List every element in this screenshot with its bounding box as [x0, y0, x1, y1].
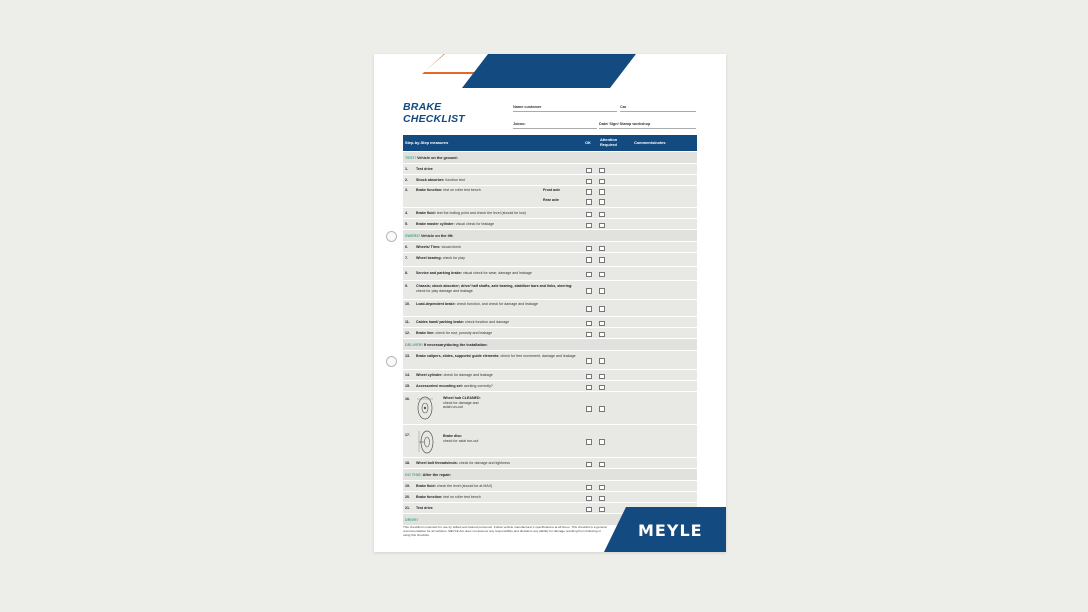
row-number: 2. — [405, 178, 408, 182]
section-code: DELIVER! — [405, 343, 423, 347]
section-code: TEST! — [405, 156, 416, 160]
ok-checkbox[interactable] — [586, 272, 592, 278]
row-text: Load-dependent brake: check function, and check for damage and leakage — [416, 302, 538, 306]
ok-checkbox[interactable] — [586, 321, 592, 327]
attention-checkbox[interactable] — [599, 246, 605, 252]
ok-checkbox[interactable] — [586, 485, 592, 491]
row-number: 3. — [405, 188, 408, 192]
table-row — [403, 280, 697, 299]
column-attention-line1: Attention — [600, 137, 618, 142]
table-row — [403, 391, 697, 424]
row-text: Brake function: test on roller test bench — [416, 188, 481, 192]
table-row — [403, 174, 697, 185]
row-text: Wheel hub CLEANED: check for damage and axial run-out — [443, 396, 481, 409]
table-row — [403, 163, 697, 174]
ok-checkbox[interactable] — [586, 212, 592, 218]
rear-axle-label: Rear axle — [543, 198, 559, 202]
row-number: 7. — [405, 256, 408, 260]
section-label: If necessary/during the installation: — [423, 343, 488, 347]
attention-checkbox[interactable] — [599, 272, 605, 278]
attention-checkbox[interactable] — [599, 257, 605, 263]
row-number: 5. — [405, 222, 408, 226]
table-row — [403, 491, 697, 502]
ok-checkbox[interactable] — [586, 496, 592, 502]
row-number: 1. — [405, 167, 408, 171]
row-text: Shock absorber: function test — [416, 178, 465, 182]
attention-checkbox[interactable] — [599, 288, 605, 294]
brake-disc-sketch-icon — [415, 428, 435, 454]
punch-hole-icon — [386, 231, 397, 242]
attention-checkbox[interactable] — [599, 179, 605, 185]
row-number: 4. — [405, 211, 408, 215]
row-text: Brake disc: check for axial run-out — [443, 434, 479, 443]
ok-checkbox[interactable] — [586, 246, 592, 252]
jobno-field[interactable] — [513, 122, 597, 129]
table-row — [403, 327, 697, 338]
ok-checkbox[interactable] — [586, 385, 592, 391]
table-row — [403, 207, 697, 218]
row-text: Wheels/ Tires: visual check — [416, 245, 461, 249]
row-text: Brake fluid: check the level (should be at MAX) — [416, 484, 493, 488]
ok-checkbox[interactable] — [586, 507, 592, 513]
section-code: DRIVE! — [405, 518, 418, 522]
table-row — [403, 457, 697, 468]
ok-checkbox[interactable] — [586, 332, 592, 338]
row-text: Brake master cylinder: visual check for leakage — [416, 222, 495, 226]
row-number: 10. — [405, 302, 410, 306]
ok-checkbox[interactable] — [586, 439, 592, 445]
attention-checkbox[interactable] — [599, 385, 605, 391]
row-number: 6. — [405, 245, 408, 249]
ok-checkbox[interactable] — [586, 179, 592, 185]
table-row — [403, 252, 697, 266]
ok-checkbox[interactable] — [586, 223, 592, 229]
row-number: 17. — [405, 433, 410, 437]
row-text: Chassis; shock absorber; drive/ half shafts, axle bearing, stabilizer bars and links, steering: check for play damage and leakage — [416, 284, 573, 293]
section-label: Vehicle on the ground: — [416, 156, 458, 160]
row-number: 9. — [405, 284, 408, 288]
ok-checkbox[interactable] — [586, 257, 592, 263]
wheel-hub-sketch-icon — [415, 395, 435, 421]
table-row — [403, 380, 697, 391]
attention-checkbox[interactable] — [599, 439, 605, 445]
row-text: Wheel cylinder: check for damage and leakage — [416, 373, 493, 377]
title-line-1: BRAKE — [403, 101, 442, 113]
attention-checkbox[interactable] — [599, 199, 605, 205]
attention-checkbox[interactable] — [599, 212, 605, 218]
row-text: Cables hand/ parking brake: check function and damage — [416, 320, 510, 324]
row-text: Accessories/ mounting set: working correctly? — [416, 384, 493, 388]
checklist-sheet — [374, 54, 726, 552]
ok-checkbox[interactable] — [586, 358, 592, 364]
column-comments: Comments/notes — [634, 140, 666, 145]
date-sign-field[interactable] — [599, 122, 696, 129]
section-code: DO THIS! — [405, 473, 422, 477]
blue-stripe-decoration — [462, 54, 636, 88]
row-text: Brake line: check for rust, porosity and leakage — [416, 331, 493, 335]
row-number: 15. — [405, 384, 410, 388]
car-label: Car — [620, 105, 627, 109]
section-header — [403, 229, 697, 241]
attention-checkbox[interactable] — [599, 496, 605, 502]
row-number: 20. — [405, 495, 410, 499]
date-sign-label: Date/ Sign/ Stamp workshop — [599, 122, 651, 126]
table-row — [403, 316, 697, 327]
table-row — [403, 218, 697, 229]
attention-checkbox[interactable] — [599, 485, 605, 491]
section-label: Vehicle on the lift: — [420, 234, 454, 238]
row-text: Brake fluid: test the boiling point and check the level (should be low) — [416, 211, 526, 215]
punch-hole-icon — [386, 356, 397, 367]
attention-checkbox[interactable] — [599, 168, 605, 174]
ok-checkbox[interactable] — [586, 288, 592, 294]
row-text: Wheel bearing: check for play — [416, 256, 465, 260]
row-number: 11. — [405, 320, 410, 324]
column-ok: OK — [585, 140, 591, 145]
row-number: 14. — [405, 373, 410, 377]
title-line-2: CHECKLIST — [403, 113, 465, 125]
table-row — [403, 241, 697, 252]
row-number: 12. — [405, 331, 410, 335]
document-title — [403, 101, 465, 125]
row-text: Test drive — [416, 167, 433, 171]
front-axle-label: Front axle — [543, 188, 561, 192]
table-row — [403, 185, 697, 207]
row-number: 8. — [405, 271, 408, 275]
row-number: 18. — [405, 461, 410, 465]
car-field[interactable] — [620, 105, 696, 112]
section-code: SWERZ! — [405, 234, 420, 238]
row-number: 13. — [405, 354, 410, 358]
row-number: 19. — [405, 484, 410, 488]
jobno-label: Jobno: — [513, 122, 526, 126]
row-number: 16. — [405, 397, 410, 401]
row-text: Service and parking brake: visual check for wear, damage and leakage — [416, 271, 532, 275]
attention-checkbox[interactable] — [599, 358, 605, 364]
attention-checkbox[interactable] — [599, 223, 605, 229]
ok-checkbox[interactable] — [586, 406, 592, 412]
table-row — [403, 350, 697, 369]
row-text: Wheel bolt threads/nuts: check for damage and tightness — [416, 461, 510, 465]
column-measures: Step-by-Step measures — [405, 140, 449, 145]
row-text: Brake function: test on roller test bench — [416, 495, 481, 499]
attention-checkbox[interactable] — [599, 507, 605, 513]
ok-checkbox[interactable] — [586, 306, 592, 312]
attention-checkbox[interactable] — [599, 406, 605, 412]
row-text: Test drive — [416, 506, 433, 510]
checklist-table — [403, 135, 697, 525]
section-header — [403, 151, 697, 163]
table-row — [403, 480, 697, 491]
section-header — [403, 468, 697, 480]
attention-checkbox[interactable] — [599, 332, 605, 338]
attention-checkbox[interactable] — [599, 321, 605, 327]
column-attention-line2: Required — [600, 142, 617, 147]
disclaimer-text: This checklist is intended for use by skilled and trained personnel. Follow vehicle manufacturer's specifications at all times. This checklist is a general recommendation for all vehicles. MEYLE AG does not assume any responsibility and disclaims any liability for damage resulting from following or using this checklist. — [403, 525, 607, 537]
attention-checkbox[interactable] — [599, 462, 605, 468]
row-number: 21. — [405, 506, 410, 510]
table-row — [403, 266, 697, 280]
ok-checkbox[interactable] — [586, 462, 592, 468]
table-header — [403, 135, 697, 151]
row-text: Brake calipers, slides, supports/ guide elements: check for free movement, damage and leakage — [416, 354, 576, 358]
ok-checkbox[interactable] — [586, 189, 592, 195]
meyle-logo: MEYLE — [638, 521, 703, 540]
table-row — [403, 424, 697, 457]
ok-checkbox[interactable] — [586, 168, 592, 174]
ok-checkbox[interactable] — [586, 374, 592, 380]
attention-checkbox[interactable] — [599, 374, 605, 380]
section-header — [403, 338, 697, 350]
table-row — [403, 369, 697, 380]
name-customer-field[interactable] — [513, 105, 617, 112]
ok-checkbox[interactable] — [586, 199, 592, 205]
table-row — [403, 299, 697, 316]
attention-checkbox[interactable] — [599, 189, 605, 195]
section-label: After the repair: — [422, 473, 452, 477]
attention-checkbox[interactable] — [599, 306, 605, 312]
name-customer-label: Name customer — [513, 105, 542, 109]
